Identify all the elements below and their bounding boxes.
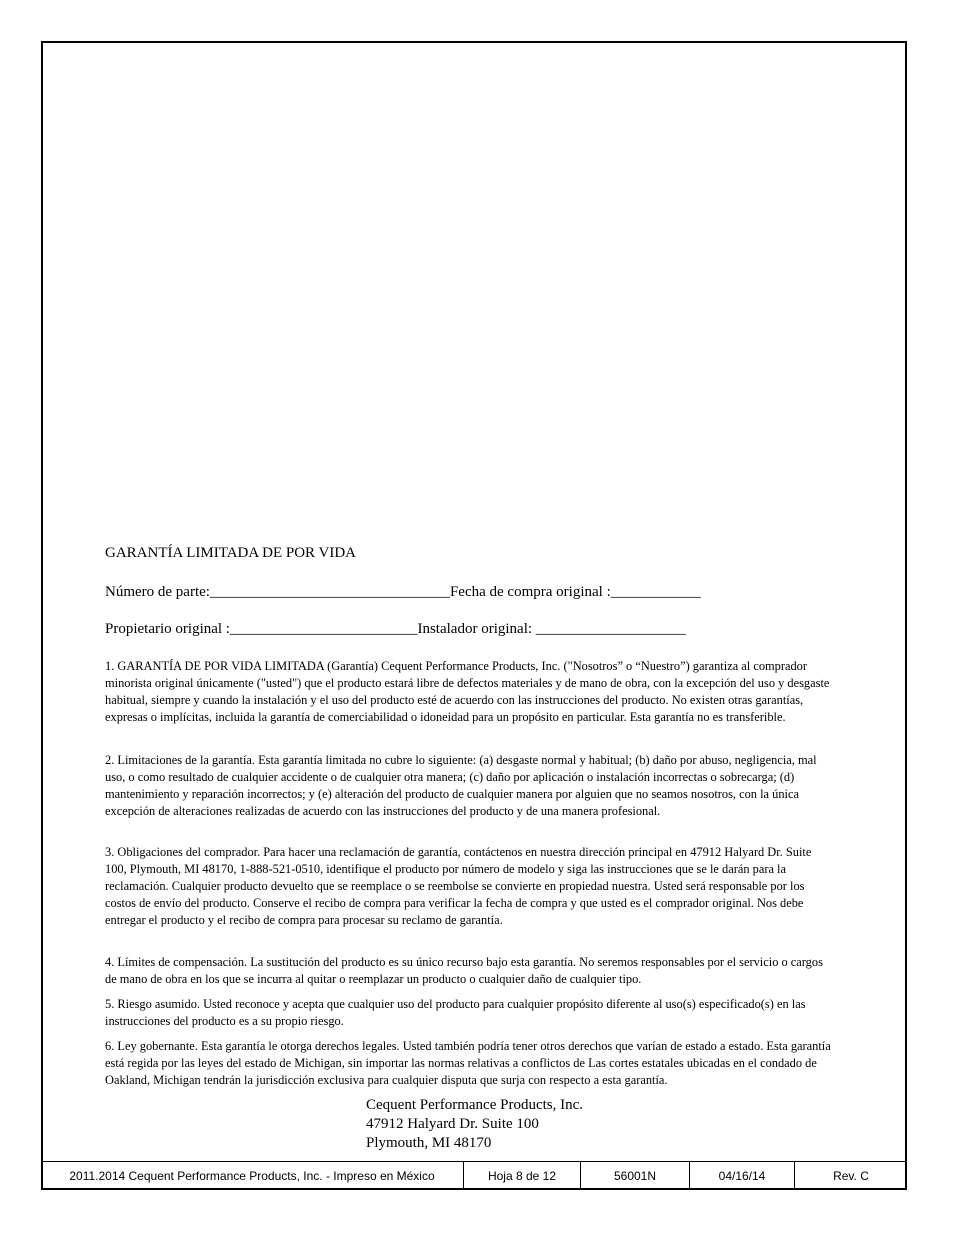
company-address xyxy=(366,1096,583,1153)
warranty-paragraph-3: 3. Obligaciones del comprador. Para hacer una reclamación de garantía, contáctenos en nuestra dirección principal en 47912 Halyard Dr. Suite 100, Plymouth, MI 48170, 1-888-521-0510, identifique el producto por número de modelo y siga las instrucciones que se le darán para la reclamación. Cualquier producto devuelto que se reemplace o se reembolse se convierte en propiedad nuestra. Usted será responsable por los costos de envío del producto. Conserve el recibo de compra para verificar la fecha de compra y que usted es el comprador original. Nos debe entregar el producto y el recibo de compra para procesar su reclamo de garantía. xyxy=(105,845,812,927)
footer-revision: Rev. C xyxy=(833,1169,869,1183)
footer-date: 04/16/14 xyxy=(690,1162,795,1190)
part-number-purchase-date-line: Número de parte:________________________________Fecha de compra original :____________ xyxy=(105,584,701,600)
address-street: 47912 Halyard Dr. Suite 100 xyxy=(366,1116,539,1132)
warranty-title: GARANTÍA LIMITADA DE POR VIDA xyxy=(105,545,357,561)
warranty-paragraph-5: 5. Riesgo asumido. Usted reconoce y acepta que cualquier uso del producto para cualquier propósito diferente al uso(s) especificado(s) en las instrucciones del producto es a su propio riesgo. xyxy=(105,997,806,1028)
address-city: Plymouth, MI 48170 xyxy=(366,1135,492,1151)
footer-sheet: Hoja 8 de 12 xyxy=(464,1162,581,1190)
owner-installer-line: Propietario original :_________________________Instalador original: ____________________ xyxy=(105,621,686,637)
footer-copyright: 2011.2014 Cequent Performance Products, Inc. - Impreso en México xyxy=(41,1162,464,1190)
footer-doc-number: 56001N xyxy=(581,1162,690,1190)
address-company: Cequent Performance Products, Inc. xyxy=(366,1097,584,1113)
warranty-paragraph-4: 4. Límites de compensación. La sustitución del producto es su único recurso bajo esta garantía. No seremos responsables por el servicio o cargos de mano de obra en los que se incurra al quitar o reemplazar un producto o cualquier daño de cualquier tipo. xyxy=(105,955,823,986)
warranty-paragraph-2: 2. Limitaciones de la garantía. Esta garantía limitada no cubre lo siguiente: (a) desgaste normal y habitual; (b) daño por abuso, negligencia, mal uso, o como resultado de cualquier accidente o de cualquier otra manera; (c) daño por aplicación o instalación incorrectas o sobrecarga; (d) mantenimiento y reparación incorrectos; y (e) alteración del producto de cualquier manera por alguien que no seamos nosotros, con la única excepción de alteraciones realizadas de acuerdo con las instrucciones del producto y de una manera profesional. xyxy=(105,753,817,818)
warranty-paragraph-1: 1. GARANTÍA DE POR VIDA LIMITADA (Garantía) Cequent Performance Products, Inc. ("Nosotros” o “Nuestro”) garantiza al comprador minorista original únicamente ("usted") que el producto estará libre de defectos materiales y de mano de obra, con la excepción del uso y desgaste habitual, siempre y cuando la instalación y el uso del producto esté de acuerdo con las instrucciones del producto. No existen otras garantías, expresas o implícitas, incluida la garantía de comerciabilidad o idoneidad para un propósito en particular. Esta garantía no es transferible. xyxy=(105,659,830,724)
warranty-paragraph-6: 6. Ley gobernante. Esta garantía le otorga derechos legales. Usted también podría tener otros derechos que varían de estado a estado. Esta garantía está regida por las leyes del estado de Michigan, sin importar las normas relativas a conflictos de Las cortes estatales ubicadas en el condado de Oakland, Michigan tendrán la jurisdicción exclusiva para cualquier disputa que surja con respecto a esta garantía. xyxy=(105,1039,831,1087)
footer-bar xyxy=(41,1161,907,1190)
